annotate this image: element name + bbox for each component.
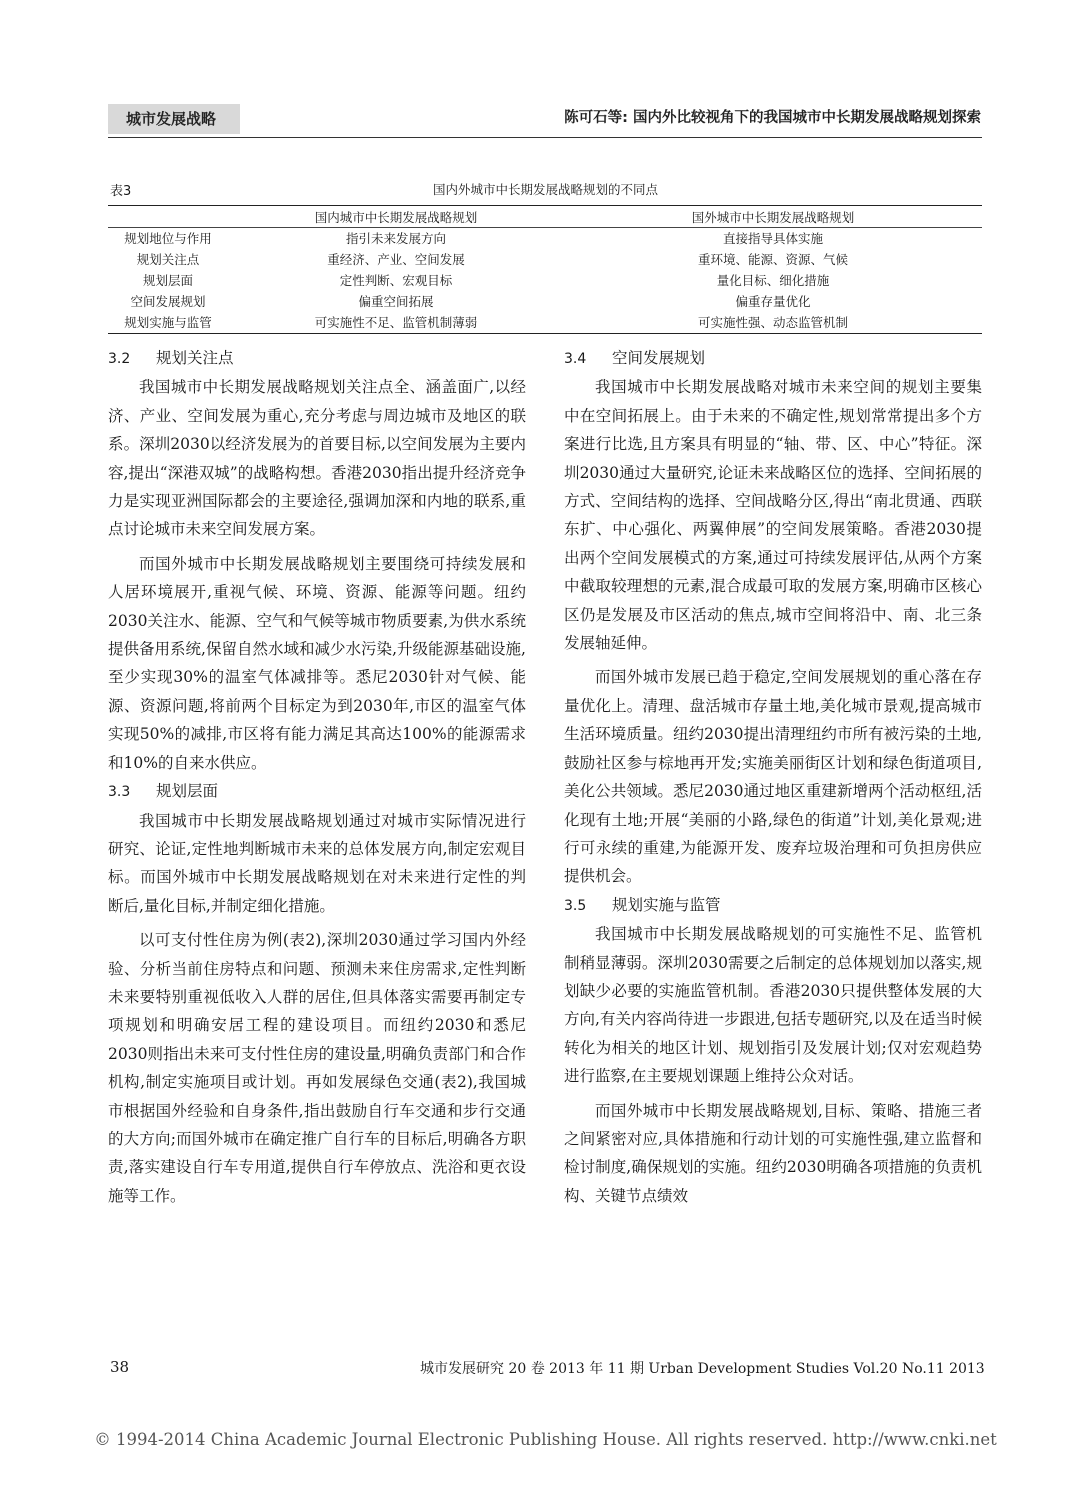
journal-info: 城市发展研究 20 卷 2013 年 11 期 Urban Development Studies Vol.20 No.11 2013 (420, 1361, 985, 1377)
table-cell: 规划关注点 (136, 251, 200, 267)
section-heading-3-5 (564, 891, 982, 920)
table-cell: 偏重存量优化 (735, 294, 811, 310)
section-heading-3-4 (564, 344, 982, 373)
table-title: 国内外城市中长期发展战略规划的不同点 (432, 182, 658, 197)
table-cell: 重环境、能源、资源、气候 (697, 251, 848, 267)
section-number: 3.4 (564, 351, 587, 367)
table-cell: 空间发展规划 (130, 294, 206, 310)
section-number: 3.5 (564, 897, 587, 914)
table-cell: 直接指导具体实施 (722, 230, 823, 246)
paragraph: 我国城市中长期发展战略规划关注点全、涵盖面广,以经济、产业、空间发展为重心,充分考虑与周边城市及地区的联系。深圳2030以经济发展为的首要目标,以空间发展为主要内容,提出“深港双城”的战略构想。香港2030指出提升经济竞争力是实现亚洲国际都会的主要途径,强调加深和内地的联系,重点讨论城市未来空间发展方案。 (108, 378, 526, 539)
table-header-row (108, 206, 982, 227)
left-column (108, 344, 526, 1210)
paragraph: 我国城市中长期发展战略对城市未来空间的规划主要集中在空间拓展上。由于未来的不确定性,规划常常提出多个方案进行比选,且方案具有明显的“轴、带、区、中心”特征。深圳2030通过大量研究,论证未来战略区位的选择、空间拓展的方式、空间结构的选择、空间战略分区,得出“南北贯通、西联东扩、中心强化、两翼伸展”的空间发展策略。香港2030提出两个空间发展模式的方案,通过可持续发展评估,从两个方案中截取较理想的元素,混合成最可取的发展方案,明确市区核心区仍是发展及市区活动的焦点,城市空间将沿中、南、北三条发展轴延伸。 (564, 378, 982, 653)
section-title: 规划层面 (156, 782, 219, 801)
table-row (108, 248, 982, 269)
table-cell: 偏重空间拓展 (358, 294, 434, 310)
table-header-cell: 国内城市中长期发展战略规划 (314, 209, 478, 225)
header-rule (108, 137, 982, 138)
table-cell: 量化目标、细化措施 (716, 272, 830, 288)
section-tag: 城市发展战略 (108, 104, 240, 134)
page-number: 38 (110, 1358, 130, 1376)
table-cell: 可实施性不足、监管机制薄弱 (314, 315, 478, 331)
table-cell: 重经济、产业、空间发展 (327, 251, 465, 267)
paragraph: 我国城市中长期发展战略规划的可实施性不足、监管机制稍显薄弱。深圳2030需要之后制定的总体规划加以落实,规划缺少必要的实施监管机制。香港2030只提供整体发展的大方向,有关内容尚待进一步跟进,包括专题研究,以及在适当时候转化为相关的地区计划、规划指引及发展计划;仅对宏观趋势进行监察,在主要规划课题上维持公众对话。 (564, 925, 982, 1086)
table-row (108, 227, 982, 248)
comparison-table (108, 206, 982, 333)
section-number: 3.2 (108, 351, 131, 367)
section-heading-3-2 (108, 344, 526, 373)
table-cell: 规划地位与作用 (124, 230, 212, 246)
table-cell: 规划实施与监管 (124, 315, 212, 331)
section-heading-3-3 (108, 777, 526, 806)
table-cell: 指引未来发展方向 (345, 230, 446, 246)
paragraph: 以可支付性住房为例(表2),深圳2030通过学习国内外经验、分析当前住房特点和问题、预测未来住房需求,定性判断未来要特别重视低收入人群的居住,但具体落实需要再制定专项规划和明确安居工程的建设项目。而纽约2030和悉尼2030则指出未来可支付性住房的建设量,明确负责部门和合作机构,制定实施项目或计划。再如发展绿色交通(表2),我国城市根据国外经验和自身条件,指出鼓励自行车交通和步行交通的大方向;而国外城市在确定推广自行车的目标后,明确各方职责,落实建设自行车专用道,提供自行车停放点、洗浴和更衣设施等工作。 (108, 931, 526, 1205)
right-column (564, 344, 982, 1210)
table-header-cell (108, 206, 228, 227)
section-title: 空间发展规划 (612, 349, 706, 367)
section-number: 3.3 (108, 784, 131, 801)
section-title: 规划关注点 (156, 349, 234, 367)
table-row (108, 269, 982, 290)
table-label: 表3 (110, 184, 132, 199)
paragraph: 而国外城市中长期发展战略规划,目标、策略、措施三者之间紧密对应,具体措施和行动计划的可实施性强,建立监督和检讨制度,确保规划的实施。纽约2030明确各项措施的负责机构、关键节点绩效 (564, 1101, 982, 1205)
running-title: 陈可石等: 国内外比较视角下的我国城市中长期发展战略规划探索 (564, 110, 981, 126)
copyright-notice: © 1994-2014 China Academic Journal Electronic Publishing House. All rights reserved. http://www.cnki.net (94, 1430, 997, 1449)
table-rule-bottom (108, 333, 982, 334)
table-header-cell: 国外城市中长期发展战略规划 (691, 209, 855, 225)
table-row (108, 291, 982, 312)
table-cell: 规划层面 (142, 272, 193, 288)
paragraph: 而国外城市中长期发展战略规划主要围绕可持续发展和人居环境展开,重视气候、环境、资源、能源等问题。纽约2030关注水、能源、空气和气候等城市物质要素,为供水系统提供备用系统,保留自然水域和减少水污染,升级能源基础设施,至少实现30%的温室气体减排等。悉尼2030针对气候、能源、资源问题,将前两个目标定为到2030年,市区的温室气体实现50%的减排,市区将有能力满足其高达100%的能源需求和10%的自来水供应。 (108, 554, 526, 772)
paragraph: 我国城市中长期发展战略规划通过对城市实际情况进行研究、论证,定性地判断城市未来的总体发展方向,制定宏观目标。而国外城市中长期发展战略规划在对未来进行定性的判断后,量化目标,并制定细化措施。 (108, 811, 526, 915)
table-cell: 定性判断、宏观目标 (339, 272, 453, 288)
table-cell: 可实施性强、动态监管机制 (697, 315, 848, 331)
table-row (108, 312, 982, 333)
paragraph: 而国外城市发展已趋于稳定,空间发展规划的重心落在存量优化上。清理、盘活城市存量土地,美化城市景观,提高城市生活环境质量。纽约2030提出清理纽约市所有被污染的土地,鼓励社区参与棕地再开发;实施美丽街区计划和绿色街道项目,美化公共领域。悉尼2030通过地区重建新增两个活动枢纽,活化现有土地;开展“美丽的小路,绿色的街道”计划,美化景观;进行可永续的重建,为能源开发、废弃垃圾治理和可负担房供应提供机会。 (564, 668, 982, 886)
section-title: 规划实施与监管 (612, 895, 721, 914)
